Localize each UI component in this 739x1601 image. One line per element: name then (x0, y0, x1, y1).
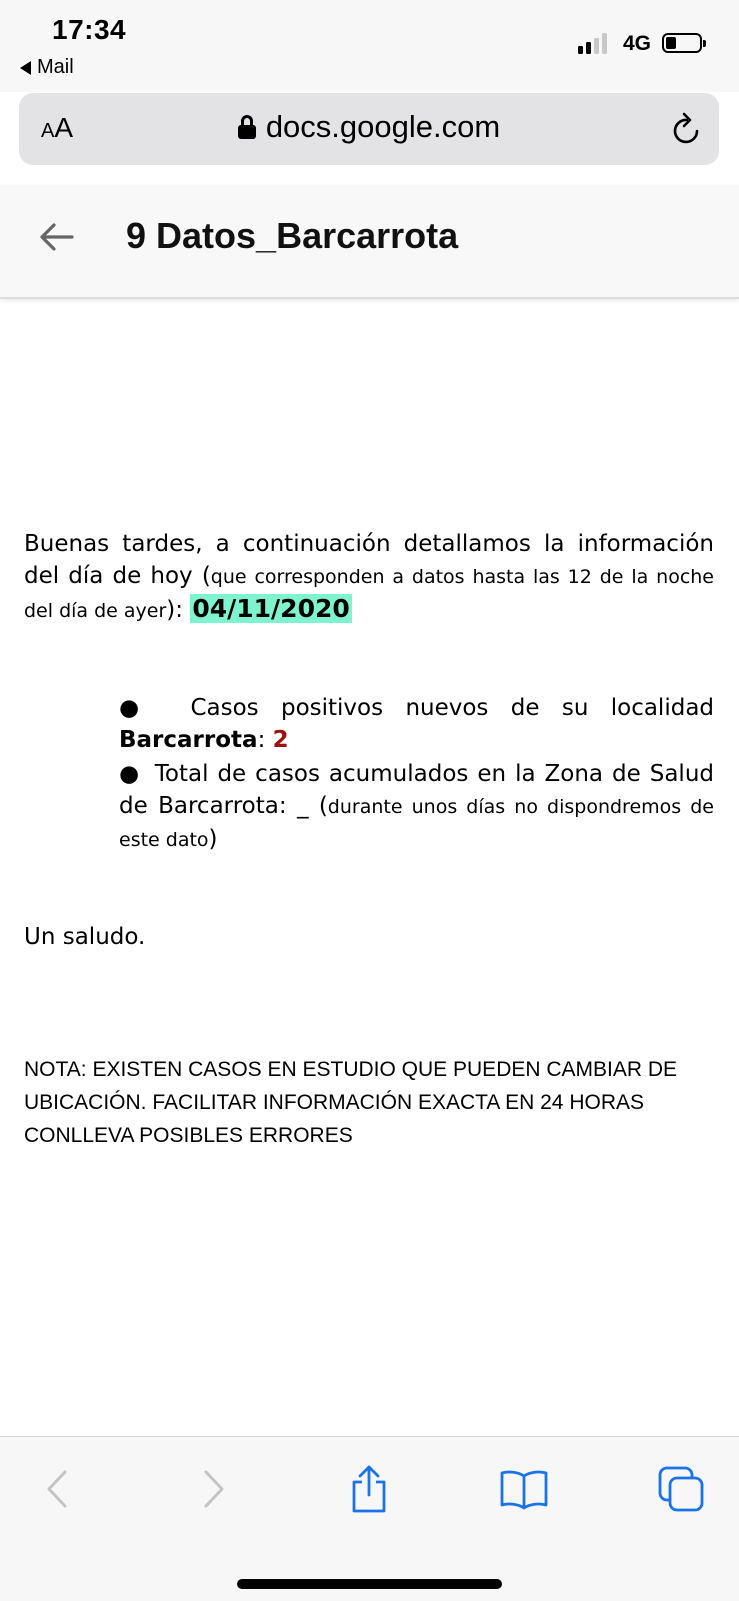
back-to-mail-button[interactable] (20, 56, 74, 79)
intro-note: que corresponden a datos hasta las 12 de la noche del día de ayer (24, 566, 714, 622)
bullet-2-paren-close: ) (208, 826, 218, 852)
address-bar[interactable] (19, 93, 719, 165)
share-icon (349, 1464, 389, 1514)
tabs-button[interactable] (651, 1459, 711, 1519)
tabs-icon (657, 1465, 705, 1513)
bullet-1-value: 2 (272, 727, 289, 753)
bookmarks-button[interactable] (494, 1459, 554, 1519)
list-item (119, 692, 714, 756)
intro-paren-close: ): (166, 597, 184, 623)
forward-nav-button[interactable] (184, 1459, 244, 1519)
bullet-1-label: Barcarrota (119, 727, 258, 753)
chevron-right-icon (201, 1469, 227, 1509)
url-display[interactable] (19, 109, 719, 145)
bullet-2-paren-open: ( (318, 793, 328, 819)
reload-button[interactable] (671, 112, 703, 151)
browser-toolbar (0, 1436, 739, 1601)
document-title: 9 Datos_Barcarrota (126, 215, 459, 256)
intro-text: Buenas tardes, a continuación detallamos la información del día de hoy (24, 531, 714, 589)
back-nav-button[interactable] (27, 1459, 87, 1519)
battery-icon (662, 33, 702, 53)
intro-paren-open: ( (201, 563, 211, 589)
back-app-label: Mail (37, 56, 74, 78)
document-header (0, 185, 739, 299)
lock-icon (238, 115, 256, 139)
arrow-left-icon (38, 222, 74, 252)
text-size-small-a: A (41, 120, 55, 142)
bullet-1-text: Casos positivos nuevos de su localidad (190, 695, 715, 721)
disclaimer-note: NOTA: EXISTEN CASOS EN ESTUDIO QUE PUEDEN CAMBIAR DE UBICACIÓN. FACILITAR INFORMACIÓN EXACTA EN 24 HORAS CONLLEVA POSIBLES ERRORES (24, 1058, 678, 1147)
bullet-1-colon: : (257, 727, 273, 753)
status-bar (0, 0, 739, 92)
reload-icon (671, 112, 703, 146)
share-button[interactable] (339, 1459, 399, 1519)
home-indicator[interactable] (237, 1579, 502, 1589)
status-time: 17:34 (52, 14, 127, 45)
text-size-large-a: A (54, 112, 74, 143)
intro-paragraph (24, 528, 714, 627)
report-date: 04/11/2020 (192, 594, 350, 623)
url-domain: docs.google.com (265, 109, 501, 144)
closing-text: Un saludo. (24, 924, 146, 950)
bullet-list (119, 692, 714, 856)
list-item (119, 758, 714, 856)
bookmarks-icon (499, 1468, 549, 1510)
back-triangle-icon (20, 61, 31, 75)
bullet-icon: ● (119, 695, 155, 721)
bullet-icon: ● (119, 761, 141, 787)
network-type: 4G (623, 32, 652, 55)
bullet-2-note: durante unos días no dispondremos de este dato (119, 796, 714, 851)
chevron-left-icon (44, 1469, 70, 1509)
bullet-2-text: Total de casos acumulados en la Zona de Salud de Barcarrota: _ (119, 761, 715, 819)
back-button[interactable] (38, 222, 74, 257)
signal-strength-icon (578, 32, 607, 54)
